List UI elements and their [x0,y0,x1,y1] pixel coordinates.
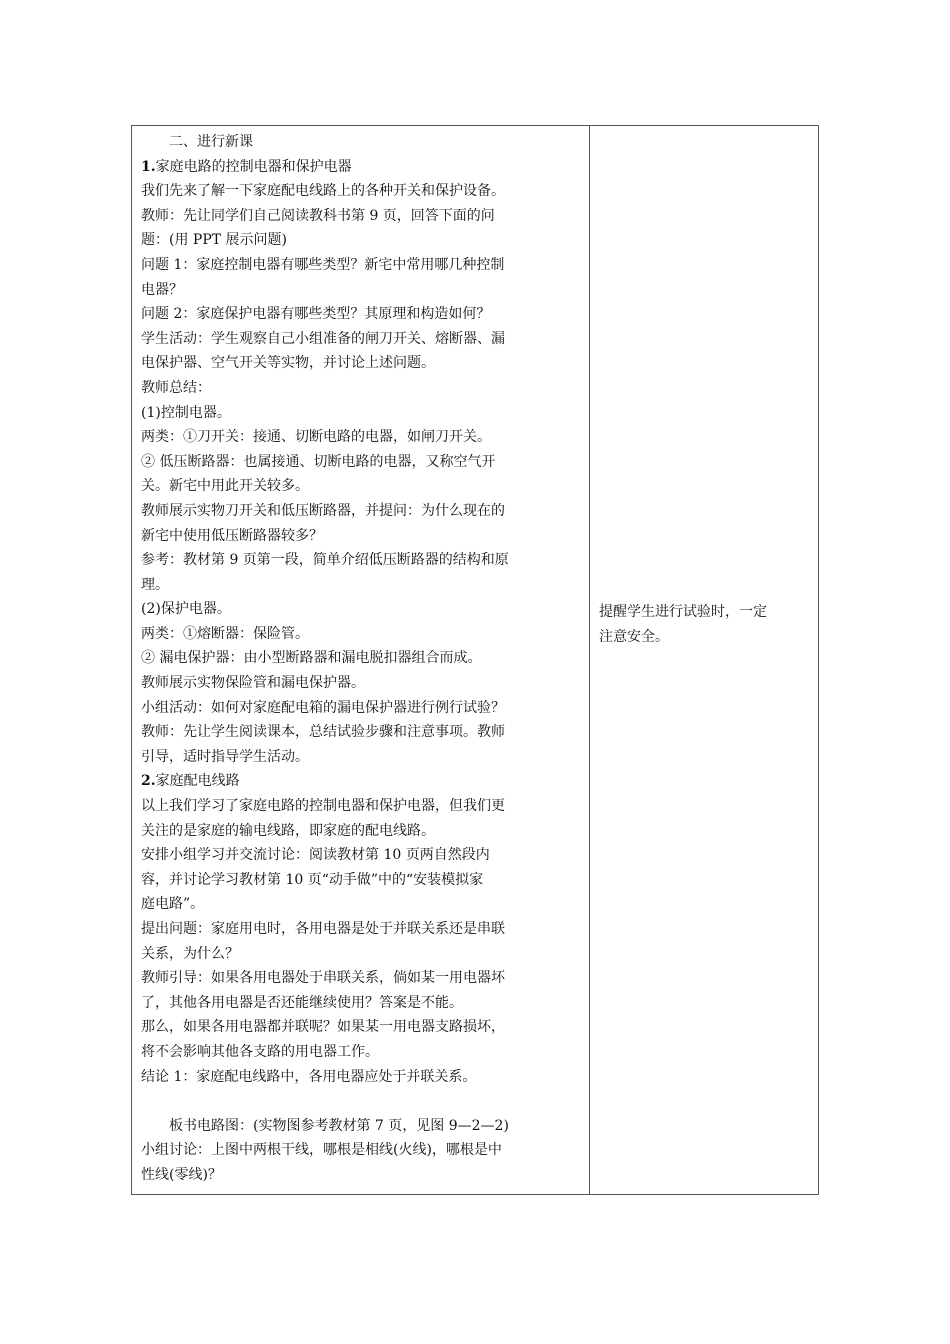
content-line [141,597,577,622]
content-line [141,376,577,401]
content-line [141,1163,577,1188]
content-line [141,868,577,893]
content-line [141,302,577,327]
line-text: 教师总结： [141,379,211,396]
content-line [141,892,577,917]
content-line [141,130,577,155]
line-text: 电器？ [141,281,183,298]
content-line [141,1065,577,1090]
content-line [141,573,577,598]
content-line [141,1040,577,1065]
content-line [141,548,577,573]
content-line [141,204,577,229]
line-text: 电保护器、空气开关等实物，并讨论上述问题。 [141,355,435,372]
content-line [141,819,577,844]
line-text: 那么，如果各用电器都并联呢？如果某一用电器支路损坏， [141,1019,505,1036]
line-text: ② 漏电保护器：由小型断路器和漏电脱扣器组合而成。 [141,650,482,667]
section-number: 2. [141,773,156,790]
line-text: 问题 1：家庭控制电器有哪些类型？新宅中常用哪几种控制 [141,256,505,273]
content-line [141,450,577,475]
line-text: 容，并讨论学习教材第 10 页“动手做”中的“安装模拟家 [141,871,484,888]
content-line [141,1015,577,1040]
line-text: 我们先来了解一下家庭配电线路上的各种开关和保护设备。 [141,183,505,200]
content-line [141,1138,577,1163]
line-text: 两类：①熔断器：保险管。 [141,625,309,642]
content-line [141,745,577,770]
line-text: 小组讨论：上图中两根干线，哪根是相线(火线)，哪根是中 [141,1142,502,1159]
line-text: (2)保护电器。 [141,601,231,618]
content-line [141,794,577,819]
content-line [141,917,577,942]
line-text: 引导，适时指导学生活动。 [141,748,309,765]
content-line [141,942,577,967]
line-text: 教师展示实物刀开关和低压断路器，并提问：为什么现在的 [141,502,505,519]
line-text: 结论 1：家庭配电线路中，各用电器应处于并联关系。 [141,1068,477,1085]
line-text: 性线(零线)？ [141,1166,222,1183]
line-text: 学生活动：学生观察自己小组准备的闸刀开关、熔断器、漏 [141,330,505,347]
content-line [141,425,577,450]
content-line [141,843,577,868]
content-line [141,253,577,278]
content-line [141,622,577,647]
line-text: 以上我们学习了家庭电路的控制电器和保护电器，但我们更 [141,798,505,815]
content-line [141,179,577,204]
line-text: 家庭电路的控制电器和保护电器 [155,158,352,175]
line-text: 教师：先让学生阅读课本，总结试验步骤和注意事项。教师 [141,724,505,741]
content-line [141,1089,577,1114]
line-text: 关。新宅中用此开关较多。 [141,478,309,495]
note-line: 注意安全。 [599,628,669,645]
line-text: 家庭配电线路 [155,773,240,790]
content-line [141,966,577,991]
content-line [141,401,577,426]
content-line [141,351,577,376]
line-text: 问题 2：家庭保护电器有哪些类型？其原理和构造如何？ [141,306,491,323]
content-line [141,499,577,524]
content-line [141,991,577,1016]
line-text: 将不会影响其他各支路的用电器工作。 [141,1043,379,1060]
teaching-content-cell [132,126,590,1194]
line-text: 题：(用 PPT 展示问题) [141,232,288,249]
line-text: 新宅中使用低压断路器较多？ [141,527,323,544]
content-line [141,278,577,303]
line-text: 板书电路图：(实物图参考教材第 7 页，见图 9—2—2) [169,1117,509,1134]
line-text: 理。 [141,576,169,593]
line-text: 参考：教材第 9 页第一段，简单介绍低压断路器的结构和原 [141,552,509,569]
content-line [141,720,577,745]
content-line [141,1114,577,1139]
line-text: 教师展示实物保险管和漏电保护器。 [141,675,365,692]
section-number: 1. [141,158,156,175]
content-line [141,327,577,352]
content-line [141,155,577,180]
teaching-notes-cell [590,126,818,1194]
line-text: (1)控制电器。 [141,404,231,421]
line-text: 二、进行新课 [169,134,253,150]
note-line: 提醒学生进行试验时，一定 [599,604,767,620]
line-text: 两类：①刀开关：接通、切断电路的电器，如闸刀开关。 [141,429,491,446]
line-text: 关注的是家庭的输电线路，即家庭的配电线路。 [141,822,435,839]
content-line [141,696,577,721]
content-line [141,769,577,794]
line-text: 关系，为什么？ [141,945,239,962]
line-text: 安排小组学习并交流讨论：阅读教材第 10 页两自然段内 [141,847,490,864]
line-text: 教师：先让同学们自己阅读教科书第 9 页，回答下面的问 [141,207,495,224]
content-line [141,524,577,549]
line-text: 教师引导：如果各用电器处于串联关系，倘如某一用电器坏 [141,970,505,987]
content-line [141,228,577,253]
line-text: 小组活动：如何对家庭配电箱的漏电保护器进行例行试验？ [141,699,505,716]
line-text: 庭电路”。 [141,896,205,913]
line-text: 了，其他各用电器是否还能继续使用？答案是不能。 [141,994,463,1011]
content-line [141,646,577,671]
content-line [141,474,577,499]
line-text: 提出问题：家庭用电时，各用电器是处于并联关系还是串联 [141,921,505,937]
lesson-table [131,125,819,1195]
line-text: ② 低压断路器：也属接通、切断电路的电器，又称空气开 [141,453,496,470]
content-line [141,671,577,696]
